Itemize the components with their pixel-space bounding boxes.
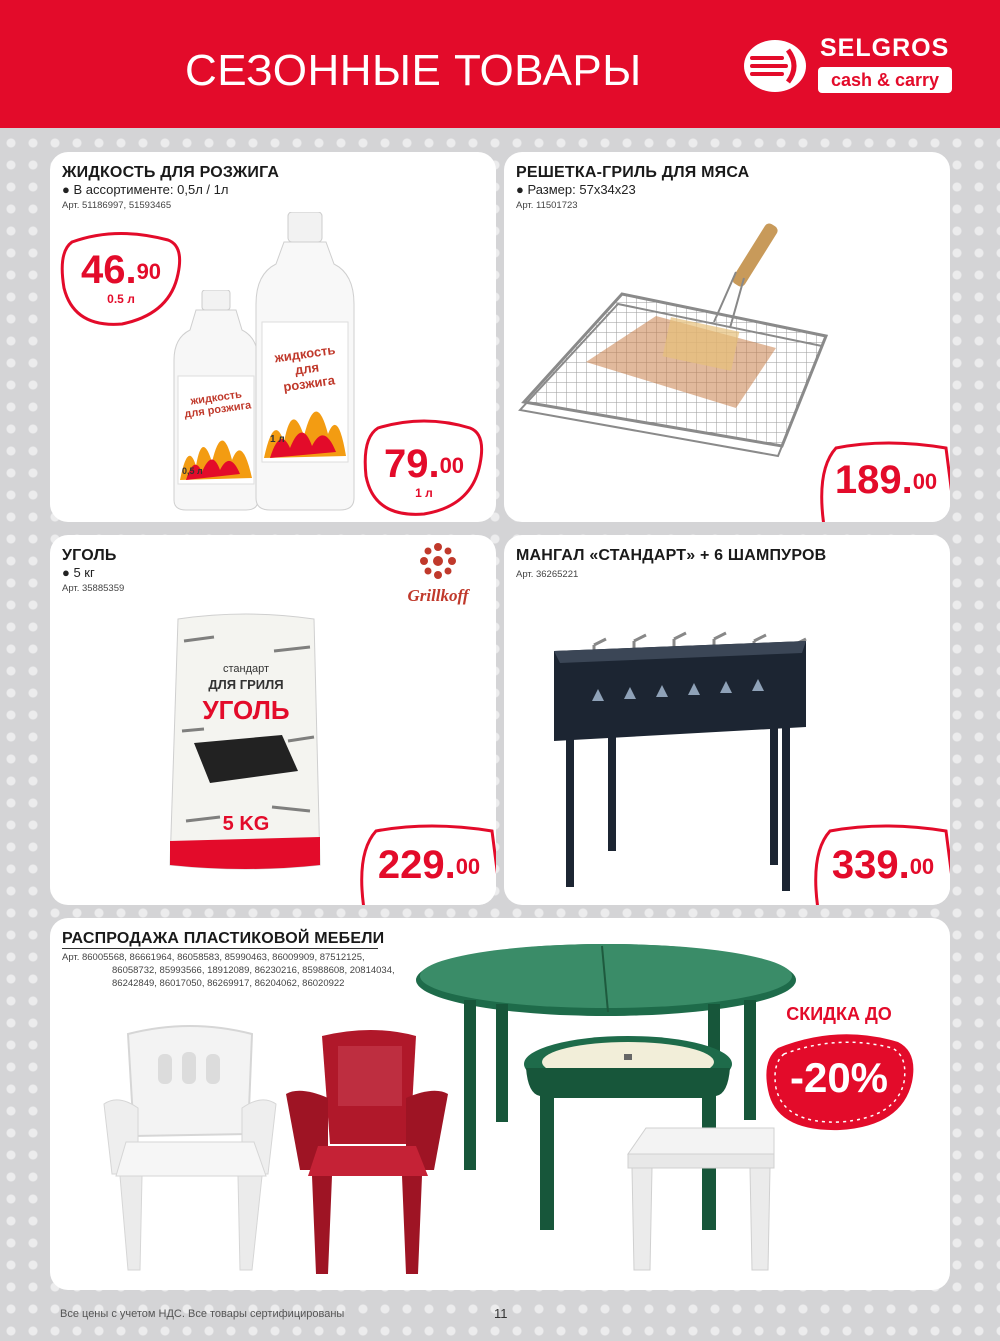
product-article: Арт. 36265221	[516, 569, 579, 580]
product-feature: ● 5 кг	[62, 565, 95, 580]
price-badge	[356, 823, 496, 905]
product-title: МАНГАЛ «СТАНДАРТ» + 6 ШАМПУРОВ	[516, 547, 827, 564]
product-feature: ● Размер: 57x34x23	[516, 182, 636, 197]
discount-value: -20%	[789, 1054, 889, 1101]
logo-brand-name: SELGROS	[820, 34, 950, 62]
product-article-line1: Арт. 86005568, 86661964, 86058583, 85990463, 86009909, 87512125,	[62, 952, 365, 963]
price-value: 229.00	[377, 843, 481, 887]
coal-bag-weight: 5 KG	[222, 813, 270, 835]
coal-bag-line2: ДЛЯ ГРИЛЯ	[208, 677, 284, 692]
selgros-logo[interactable]	[742, 34, 954, 98]
product-card-furniture[interactable]	[50, 918, 950, 1290]
discount-label: СКИДКА ДО	[786, 1004, 892, 1024]
product-card-mangal[interactable]	[504, 535, 950, 905]
price-value-large: 79.00	[383, 442, 465, 486]
title-underline	[62, 948, 378, 949]
stool-image	[624, 1124, 778, 1274]
grillkoff-brand: Grillkoff	[407, 586, 469, 605]
coal-bag-line3: УГОЛЬ	[202, 695, 290, 725]
coal-bag-image	[164, 611, 328, 891]
product-title: РЕШЕТКА-ГРИЛЬ ДЛЯ МЯСА	[516, 164, 750, 181]
white-chair-image	[98, 1024, 282, 1274]
price-unit-large: 1 л	[415, 486, 433, 500]
bottle-small-label: жидкость для розжига	[183, 388, 252, 421]
bottle-small-size: 0,5 л	[182, 466, 203, 476]
coal-bag-line1: стандарт	[222, 663, 270, 675]
bottle-large-image	[250, 212, 360, 512]
product-article-line3: 86242849, 86017050, 86269917, 86204062, 86020922	[112, 978, 345, 989]
product-article: Арт. 11501723	[516, 200, 578, 211]
snowflake-icon	[418, 541, 458, 581]
product-article: Арт. 51186997, 51593465	[62, 200, 172, 211]
product-article-line2: 86058732, 85993566, 18912089, 86230216, 85988608, 20814034,	[112, 965, 395, 976]
product-article: Арт. 35885359	[62, 583, 125, 594]
logo-tagline: cash & carry	[818, 67, 952, 93]
mangal-image	[544, 631, 814, 899]
product-card-coal[interactable]	[50, 535, 496, 905]
price-badge-large	[360, 414, 488, 518]
price-value: 189.00	[834, 458, 938, 502]
price-badge	[810, 823, 950, 905]
selgros-cart-icon	[742, 38, 808, 94]
product-feature: ● В ассортименте: 0,5л / 1л	[62, 182, 229, 197]
grill-grate-image	[516, 212, 846, 462]
product-card-fluid[interactable]	[50, 152, 496, 522]
bottle-large-label: жидкость для розжига	[273, 341, 337, 395]
price-unit-small: 0.5 л	[107, 292, 135, 306]
product-title: ЖИДКОСТЬ ДЛЯ РОЗЖИГА	[62, 164, 280, 181]
bottle-large-size: 1 л	[270, 434, 285, 445]
price-value: 339.00	[831, 843, 935, 887]
page-number: 11	[494, 1306, 508, 1321]
price-badge	[816, 440, 950, 522]
page-header	[0, 0, 1000, 128]
product-title: РАСПРОДАЖА ПЛАСТИКОВОЙ МЕБЕЛИ	[62, 930, 385, 947]
page-title: СЕЗОННЫЕ ТОВАРЫ	[185, 46, 642, 95]
grillkoff-logo	[388, 541, 488, 607]
footer-note: Все цены с учетом НДС. Все товары сертифицированы	[60, 1308, 345, 1320]
discount-badge	[762, 1028, 916, 1132]
product-title: УГОЛЬ	[62, 547, 117, 564]
product-card-grill[interactable]	[504, 152, 950, 522]
price-value-small: 46.90	[80, 248, 162, 292]
